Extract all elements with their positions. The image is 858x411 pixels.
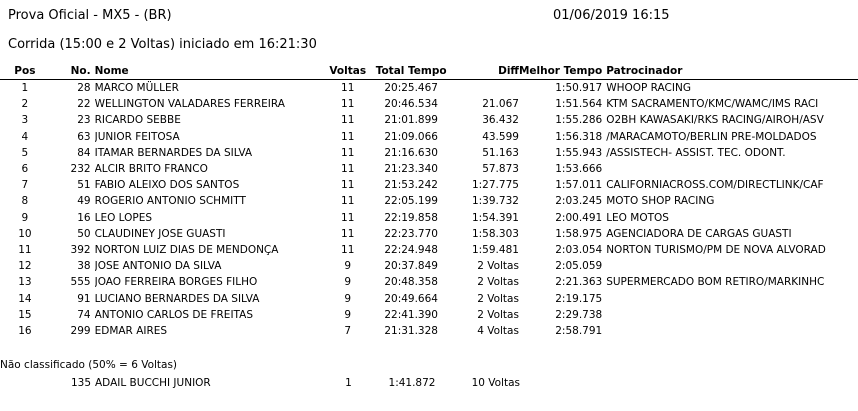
cell-pos: 3	[21, 114, 29, 127]
race-info: Corrida (15:00 e 2 Voltas) iniciado em 16:21:30	[8, 37, 317, 52]
col-header-diff: Diff	[451, 64, 519, 80]
cell-no: 63	[77, 130, 91, 143]
nao-classificado-table	[0, 375, 520, 391]
cell-diff: 1:39.732	[471, 195, 519, 208]
cell-no: 392	[70, 244, 91, 257]
cell-pos: 13	[18, 276, 32, 289]
cell-no: 22	[77, 98, 91, 111]
table-row	[0, 96, 858, 112]
col-header-total: Total Tempo	[371, 64, 451, 80]
cell-melhor: 1:51.564	[555, 98, 603, 111]
cell-pos: 6	[21, 163, 29, 176]
table-header-row	[0, 64, 858, 80]
cell-no: 91	[77, 292, 91, 305]
table-row	[0, 80, 858, 97]
cell-total: 21:01.899	[384, 114, 438, 127]
cell-diff: 10 Voltas	[471, 377, 520, 389]
table-row	[0, 161, 858, 177]
cell-diff: 43.599	[482, 130, 519, 143]
cell-patrocinador: SUPERMERCADO BOM RETIRO/MARKINHC	[606, 276, 825, 289]
cell-nome: ITAMAR BERNARDES DA SILVA	[94, 146, 253, 159]
cell-patrocinador: /ASSISTECH- ASSIST. TEC. ODONT.	[606, 146, 786, 159]
cell-pos: 8	[21, 195, 29, 208]
table-row	[0, 177, 858, 193]
cell-patrocinador: KTM SACRAMENTO/KMC/WAMC/IMS RACI	[606, 98, 819, 111]
cell-nome: CLAUDINEY JOSE GUASTI	[94, 227, 226, 240]
col-header-no: No.	[50, 64, 95, 80]
cell-melhor: 1:50.917	[555, 82, 603, 94]
cell-voltas: 11	[341, 114, 355, 127]
table-row	[0, 323, 858, 339]
cell-voltas: 11	[341, 244, 355, 257]
cell-nome: RICARDO SEBBE	[94, 114, 181, 127]
col-header-pos: Pos	[0, 64, 50, 80]
cell-voltas: 11	[341, 195, 355, 208]
cell-total: 20:48.358	[384, 276, 438, 289]
col-header-melhor: Melhor Tempo	[519, 64, 606, 80]
cell-nome: ROGERIO ANTONIO SCHMITT	[94, 195, 246, 208]
cell-nome: WELLINGTON VALADARES FERREIRA	[94, 98, 285, 111]
table-row	[0, 226, 858, 242]
cell-diff: 1:54.391	[471, 211, 519, 224]
cell-melhor: 2:19.175	[555, 292, 603, 305]
cell-melhor: 2:03.054	[555, 244, 603, 257]
cell-melhor: 2:58.791	[555, 325, 603, 338]
results-table	[0, 64, 858, 339]
cell-pos: 9	[21, 211, 29, 224]
cell-patrocinador	[606, 258, 858, 274]
cell-patrocinador	[606, 307, 858, 323]
cell-voltas: 11	[341, 227, 355, 240]
cell-voltas: 11	[341, 82, 355, 94]
cell-melhor: 2:05.059	[555, 260, 603, 273]
cell-total: 20:37.849	[384, 260, 438, 273]
cell-pos: 14	[18, 292, 32, 305]
table-row	[0, 274, 858, 290]
cell-melhor: 2:03.245	[555, 195, 603, 208]
cell-melhor: 1:55.286	[555, 114, 603, 127]
cell-melhor: 2:21.363	[555, 276, 603, 289]
cell-patrocinador: CALIFORNIACROSS.COM/DIRECTLINK/CAF	[606, 179, 824, 192]
cell-total: 22:19.858	[384, 211, 438, 224]
cell-pos: 1	[21, 82, 29, 94]
cell-pos	[0, 375, 50, 391]
cell-voltas: 9	[344, 292, 352, 305]
cell-pos: 15	[18, 308, 32, 321]
nao-classificado-label: Não classificado (50% = 6 Voltas)	[0, 359, 178, 371]
cell-total: 21:53.242	[384, 179, 438, 192]
col-header-voltas: Voltas	[324, 64, 371, 80]
event-datetime: 01/06/2019 16:15	[553, 8, 670, 23]
cell-voltas: 9	[344, 308, 352, 321]
cell-melhor: 1:55.943	[555, 146, 603, 159]
cell-nome: NORTON LUIZ DIAS DE MENDONÇA	[94, 244, 279, 257]
cell-pos: 16	[18, 325, 32, 338]
cell-total: 20:25.467	[384, 82, 438, 94]
cell-nome: JOSE ANTONIO DA SILVA	[94, 260, 222, 273]
table-row	[0, 129, 858, 145]
cell-nome: LEO LOPES	[94, 211, 153, 224]
cell-total: 1:41.872	[388, 377, 436, 389]
cell-total: 22:05.199	[384, 195, 438, 208]
table-row	[0, 145, 858, 161]
cell-voltas: 9	[344, 276, 352, 289]
cell-no: 84	[77, 146, 91, 159]
cell-nome: ANTONIO CARLOS DE FREITAS	[94, 308, 253, 321]
cell-no: 23	[77, 114, 91, 127]
cell-no: 232	[70, 163, 91, 176]
cell-no: 28	[77, 82, 91, 94]
cell-voltas: 11	[341, 163, 355, 176]
cell-pos: 12	[18, 260, 32, 273]
cell-nome: JOAO FERREIRA BORGES FILHO	[94, 276, 258, 289]
cell-nome: MARCO MÜLLER	[94, 82, 179, 94]
cell-diff: 57.873	[482, 163, 519, 176]
cell-patrocinador	[606, 161, 858, 177]
cell-no: 50	[77, 227, 91, 240]
cell-total: 20:49.664	[384, 292, 438, 305]
cell-voltas: 9	[344, 260, 352, 273]
cell-total: 22:23.770	[384, 227, 438, 240]
table-row	[0, 258, 858, 274]
cell-patrocinador: NORTON TURISMO/PM DE NOVA ALVORAD	[606, 244, 826, 257]
cell-patrocinador: MOTO SHOP RACING	[606, 195, 715, 208]
cell-total: 20:46.534	[384, 98, 438, 111]
cell-nome: EDMAR AIRES	[94, 325, 168, 338]
cell-total: 21:16.630	[384, 146, 438, 159]
cell-pos: 11	[18, 244, 32, 257]
cell-diff: 1:59.481	[471, 244, 519, 257]
col-header-patrocinador: Patrocinador	[606, 64, 858, 80]
cell-melhor: 1:58.975	[555, 227, 603, 240]
cell-diff: 1:58.303	[471, 227, 519, 240]
cell-voltas: 11	[341, 146, 355, 159]
cell-diff: 21.067	[482, 98, 519, 111]
cell-diff: 4 Voltas	[477, 325, 519, 338]
col-header-nome: Nome	[95, 64, 325, 80]
cell-voltas: 11	[341, 98, 355, 111]
table-row	[0, 112, 858, 128]
cell-patrocinador: O2BH KAWASAKI/RKS RACING/AIROH/ASV	[606, 114, 824, 127]
cell-patrocinador	[606, 291, 858, 307]
table-row	[0, 307, 858, 323]
cell-pos: 5	[21, 146, 29, 159]
cell-total: 21:23.340	[384, 163, 438, 176]
cell-diff: 2 Voltas	[477, 276, 519, 289]
cell-melhor: 1:57.011	[555, 179, 603, 192]
cell-patrocinador	[606, 323, 858, 339]
cell-patrocinador: /MARACAMOTO/BERLIN PRE-MOLDADOS	[606, 130, 817, 143]
table-row	[0, 291, 858, 307]
cell-total: 22:41.390	[384, 308, 438, 321]
cell-diff: 51.163	[482, 146, 519, 159]
cell-no: 555	[70, 276, 91, 289]
cell-total: 21:31.328	[384, 325, 438, 338]
table-row	[0, 210, 858, 226]
cell-voltas: 11	[341, 211, 355, 224]
cell-no: 51	[77, 179, 91, 192]
cell-voltas: 11	[341, 130, 355, 143]
cell-pos: 4	[21, 130, 29, 143]
cell-voltas: 11	[341, 179, 355, 192]
cell-pos: 10	[18, 227, 32, 240]
cell-nome: FABIO ALEIXO DOS SANTOS	[94, 179, 240, 192]
cell-nome: LUCIANO BERNARDES DA SILVA	[94, 292, 260, 305]
cell-no: 38	[77, 260, 91, 273]
cell-diff: 36.432	[482, 114, 519, 127]
table-row	[0, 193, 858, 209]
cell-voltas: 7	[344, 325, 352, 338]
cell-pos: 2	[21, 98, 29, 111]
cell-melhor: 1:53.666	[555, 163, 603, 176]
cell-nome: JUNIOR FEITOSA	[94, 130, 180, 143]
cell-diff: 1:27.775	[471, 179, 519, 192]
cell-no: 74	[77, 308, 91, 321]
cell-nome: ALCIR BRITO FRANCO	[94, 163, 208, 176]
cell-voltas: 1	[345, 377, 352, 389]
cell-diff: 2 Voltas	[477, 308, 519, 321]
table-row	[0, 242, 858, 258]
cell-nome: ADAIL BUCCHI JUNIOR	[95, 377, 211, 389]
cell-no: 49	[77, 195, 91, 208]
cell-melhor: 2:00.491	[555, 211, 603, 224]
cell-total: 22:24.948	[384, 244, 438, 257]
cell-no: 16	[77, 211, 91, 224]
cell-patrocinador: AGENCIADORA DE CARGAS GUASTI	[606, 227, 792, 240]
cell-diff: 2 Voltas	[477, 292, 519, 305]
cell-pos: 7	[21, 179, 29, 192]
cell-diff: 2 Voltas	[477, 260, 519, 273]
cell-patrocinador: WHOOP RACING	[606, 82, 691, 94]
event-title: Prova Oficial - MX5 - (BR)	[8, 8, 172, 23]
cell-total: 21:09.066	[384, 130, 438, 143]
cell-melhor: 1:56.318	[555, 130, 603, 143]
cell-diff	[451, 80, 519, 97]
cell-patrocinador: LEO MOTOS	[606, 211, 669, 224]
table-row	[0, 375, 520, 391]
cell-melhor: 2:29.738	[555, 308, 603, 321]
cell-no: 299	[70, 325, 91, 338]
cell-no: 135	[70, 377, 91, 389]
